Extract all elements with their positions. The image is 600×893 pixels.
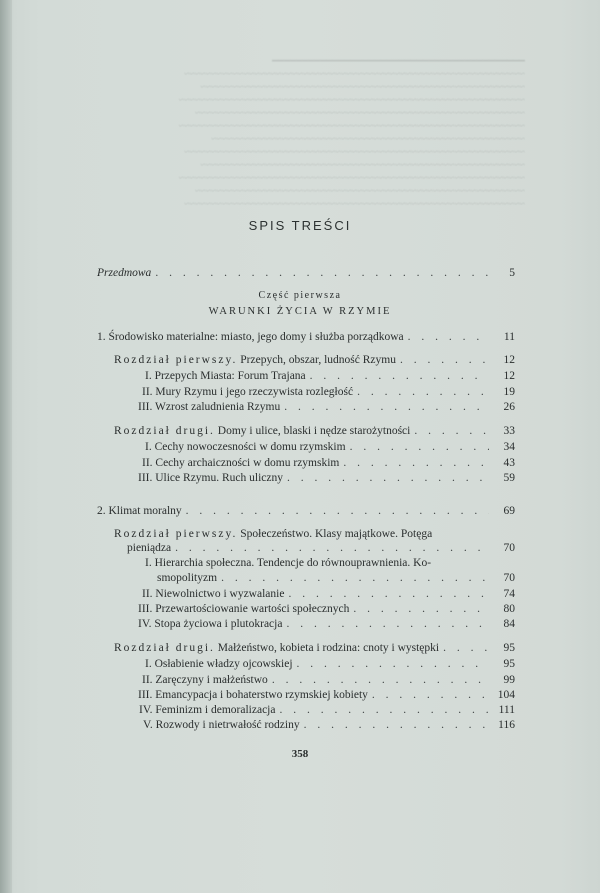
toc-item[interactable]: [145, 440, 515, 454]
toc-item[interactable]: [138, 617, 515, 631]
leader-dots: [279, 703, 489, 717]
leader-dots: [414, 424, 489, 438]
leader-dots: [286, 617, 489, 631]
toc-page-number: 12: [503, 370, 515, 382]
toc-item[interactable]: [145, 657, 515, 671]
toc-item[interactable]: [157, 571, 515, 585]
toc-page-number: 69: [503, 505, 515, 517]
section-title: Społeczeństwo. Klasy majątkowe. Potęga: [237, 528, 433, 540]
leader-dots: [297, 657, 489, 671]
leader-dots: [372, 688, 489, 702]
leader-dots: [310, 369, 489, 383]
toc-page-number: 99: [503, 674, 515, 686]
leader-dots: [353, 602, 489, 616]
bleed-through-text: ━━━━━━━━━━━━━━━━━━━━━━━━━━━━━━━━━━━━━━━━━━ ~~~~~~~~~~~~~~~~~~~~~~~~~~~~~~~~~~~~~~~~~~~~~~~~~~~~~~~~~~~~~~~ ~~~~~~~~~~~~~~~~~~~~~~~~~~~~~~~~~~~~~~~~~~~~~~~~~~~~~~~~~~~~ ~~~~~~~~~~~~~~~~~~~~~~~~~~~~~~~~~~~~~~~~~~~~~~~~~~~~~~~~~~~~~~~~ ~~~~~~~~~~~~~~~~~~~~~~~~~~~~~~~~~~~~~~~~~~~~~~~~~~~~~~~~~~~~~ ~~~~~~~~~~~~~~~~~~~~~~~~~~~~~~~~~~~~~~~~~~~~~~~~~~~~~~~~~~~~~~~~ ~~~~~~~~~~~~~~~~~~~~~~~~~~~~~~~~~~~~~~~~~~~~~~~~~~~~~~~~~~ ~~~~~~~~~~~~~~~~~~~~~~~~~~~~~~~~~~~~~~~~~~~~~~~~~~~~~~~~~~~~~~~ ~~~~~~~~~~~~~~~~~~~~~~~~~~~~~~~~~~~~~~~~~~~~~~~~~~~~~~~~~~~~ ~~~~~~~~~~~~~~~~~~~~~~~~~~~~~~~~~~~~~~~~~~~~~~~~~~~~~~~~~~~~~~~~ ~~~~~~~~~~~~~~~~~~~~~~~~~~~~~~~~~~~~~~~~~~~~~~~~~~~~~~~~~~~~~ ~~~~~~~~~~~~~~~~~~~~~~~~~~~~~~~~~~~~~~~~~~~~~~~~~~~~~~~~~~~~~~~: [178, 56, 525, 210]
toc-item[interactable]: [142, 673, 515, 687]
leader-dots: [288, 587, 489, 601]
leader-dots: [284, 400, 489, 414]
toc-entry-label: III. Ulice Rzymu. Ruch uliczny: [138, 472, 283, 484]
toc-section-2-2[interactable]: [114, 641, 515, 655]
toc-item[interactable]: [142, 385, 515, 399]
leader-dots: [343, 456, 489, 470]
toc-page-number: 34: [503, 441, 515, 453]
leader-dots: [221, 571, 489, 585]
toc-item[interactable]: [138, 602, 515, 616]
leader-dots: [186, 504, 489, 518]
toc-entry-label: I. Przepych Miasta: Forum Trajana: [145, 370, 306, 382]
toc-entry-label: II. Niewolnictwo i wyzwalanie: [142, 588, 285, 600]
section-title: Domy i ulice, blaski i nędze starożytności: [214, 425, 411, 437]
toc-item[interactable]: [145, 369, 515, 383]
toc-item[interactable]: [138, 471, 515, 485]
toc-entry-label: 1. Środowisko materialne: miasto, jego domy i służba porządkowa: [97, 331, 404, 343]
toc-page-number: 33: [503, 425, 515, 437]
toc-page-number: 84: [503, 618, 515, 630]
section-prefix: Rozdział pierwszy.: [114, 528, 238, 540]
toc-section-2-1-title[interactable]: [114, 527, 432, 541]
part-title: WARUNKI ŻYCIA W RZYMIE: [208, 306, 392, 317]
toc-section-1-1[interactable]: [114, 353, 515, 367]
toc-item[interactable]: [142, 587, 515, 601]
toc-page-number: 59: [503, 472, 515, 484]
toc-entry-label: III. Wzrost zaludnienia Rzymu: [138, 401, 281, 413]
toc-entry-preface[interactable]: [97, 266, 515, 280]
toc-entry-label: IV. Feminizm i demoralizacja: [139, 704, 276, 716]
toc-page-number: 12: [503, 354, 515, 366]
section-prefix: Rozdział drugi.: [114, 425, 215, 437]
section-title: Przepych, obszar, ludność Rzymu: [237, 354, 396, 366]
toc-page-number: 116: [498, 719, 515, 731]
toc-item[interactable]: [138, 400, 515, 414]
toc-page-number: 11: [503, 331, 515, 343]
toc-entry-label: 2. Klimat moralny: [97, 505, 182, 517]
toc-page-number: 26: [503, 401, 515, 413]
toc-entry-label: IV. Stopa życiowa i plutokracja: [138, 618, 283, 630]
toc-page-number: 111: [498, 704, 515, 716]
leader-dots: [443, 641, 489, 655]
section-prefix: Rozdział drugi.: [114, 642, 215, 654]
leader-dots: [287, 471, 489, 485]
leader-dots: [408, 330, 489, 344]
toc-item[interactable]: [139, 703, 515, 717]
leader-dots: [304, 718, 489, 732]
section-title-cont: pieniądza: [127, 542, 172, 554]
toc-page-number: 70: [503, 542, 515, 554]
toc-entry-label: I. Cechy nowoczesności w domu rzymskim: [145, 441, 346, 453]
page-number: 358: [291, 748, 309, 760]
leader-dots: [155, 266, 489, 280]
toc-page-number: 43: [503, 457, 515, 469]
toc-entry-label: V. Rozwody i nietrwałość rodziny: [143, 719, 300, 731]
toc-entry-label: I. Osłabienie władzy ojcowskiej: [145, 658, 293, 670]
toc-item-multiline[interactable]: I. Hierarchia społeczna. Tendencje do równouprawnienia. Ko-: [145, 557, 432, 569]
toc-page-number: 80: [503, 603, 515, 615]
section-title: Małżeństwo, kobieta i rodzina: cnoty i występki: [214, 642, 440, 654]
leader-dots: [350, 440, 489, 454]
toc-entry-label: III. Przewartościowanie wartości społecznych: [138, 603, 350, 615]
toc-page-number: 95: [503, 642, 515, 654]
toc-page-number: 95: [503, 658, 515, 670]
toc-chapter-2[interactable]: [97, 504, 515, 518]
toc-entry-label: II. Mury Rzymu i jego rzeczywista rozległość: [142, 386, 354, 398]
toc-item[interactable]: [143, 718, 515, 732]
toc-entry-label: III. Emancypacja i bohaterstwo rzymskiej kobiety: [138, 689, 368, 701]
toc-page-number: 5: [509, 267, 515, 279]
toc-page-number: 104: [497, 689, 515, 701]
leader-dots: [400, 353, 489, 367]
toc-page-number: 74: [503, 588, 515, 600]
part-label: Część pierwsza: [258, 290, 342, 301]
leader-dots: [175, 541, 489, 555]
leader-dots: [272, 673, 489, 687]
toc-page-number: 70: [503, 572, 515, 584]
toc-item[interactable]: [142, 456, 515, 470]
toc-section-1-2[interactable]: [114, 424, 515, 438]
toc-item[interactable]: [138, 688, 515, 702]
toc-section-2-1[interactable]: [127, 541, 515, 555]
toc-chapter-1[interactable]: [97, 330, 515, 344]
section-prefix: Rozdział pierwszy.: [114, 354, 238, 366]
toc-entry-label: Przedmowa: [97, 267, 152, 279]
toc-page-number: 19: [503, 386, 515, 398]
toc-entry-label: II. Cechy archaiczności w domu rzymskim: [142, 457, 340, 469]
toc-entry-label: II. Zaręczyny i małżeństwo: [142, 674, 268, 686]
toc-entry-label: smopolityzm: [157, 572, 218, 584]
leader-dots: [357, 385, 489, 399]
page-title: SPIS TREŚCI: [248, 218, 352, 233]
